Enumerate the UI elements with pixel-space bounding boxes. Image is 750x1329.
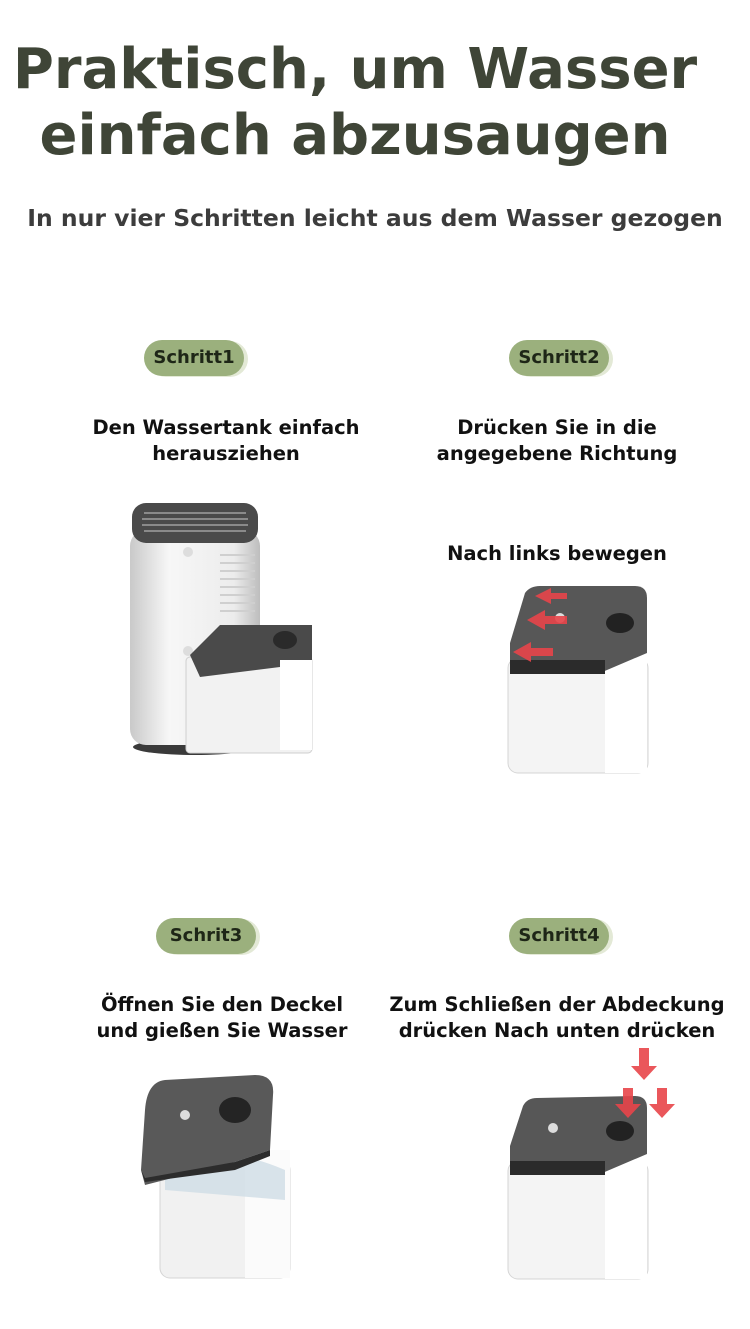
step4-badge: Schritt4 <box>509 918 609 954</box>
step2-line1: Drücken Sie in die <box>457 416 657 439</box>
step4-line2: drücken Nach unten drücken <box>398 1019 716 1042</box>
step3-line1: Öffnen Sie den Deckel <box>100 993 344 1016</box>
step1-line1: Den Wassertank einfach <box>92 416 360 439</box>
step3-line2: und gießen Sie Wasser <box>96 1019 348 1042</box>
page-title-line2: einfach abzusaugen <box>39 103 671 168</box>
step3-instruction <box>72 992 372 1044</box>
step1-instruction <box>76 415 376 467</box>
water-tank-open-image <box>135 1070 300 1285</box>
page-subtitle: In nur vier Schritten leicht aus dem Wasser gezogen <box>27 204 723 232</box>
step4-instruction <box>378 992 736 1044</box>
step4-line1: Zum Schließen der Abdeckung <box>389 993 725 1016</box>
step3-badge: Schrit3 <box>156 918 256 954</box>
dehumidifier-with-tank-image <box>120 495 330 760</box>
step2-badge: Schritt2 <box>509 340 609 376</box>
water-tank-slide-image <box>505 578 655 778</box>
step2-instruction <box>407 415 707 467</box>
step2-line2: angegebene Richtung <box>436 442 678 465</box>
step1-line2: herausziehen <box>152 442 300 465</box>
step1-badge: Schritt1 <box>144 340 244 376</box>
step2-note: Nach links bewegen <box>447 542 667 565</box>
page-title-line1: Praktisch, um Wasser <box>12 37 698 102</box>
water-tank-closing-image <box>505 1046 680 1286</box>
